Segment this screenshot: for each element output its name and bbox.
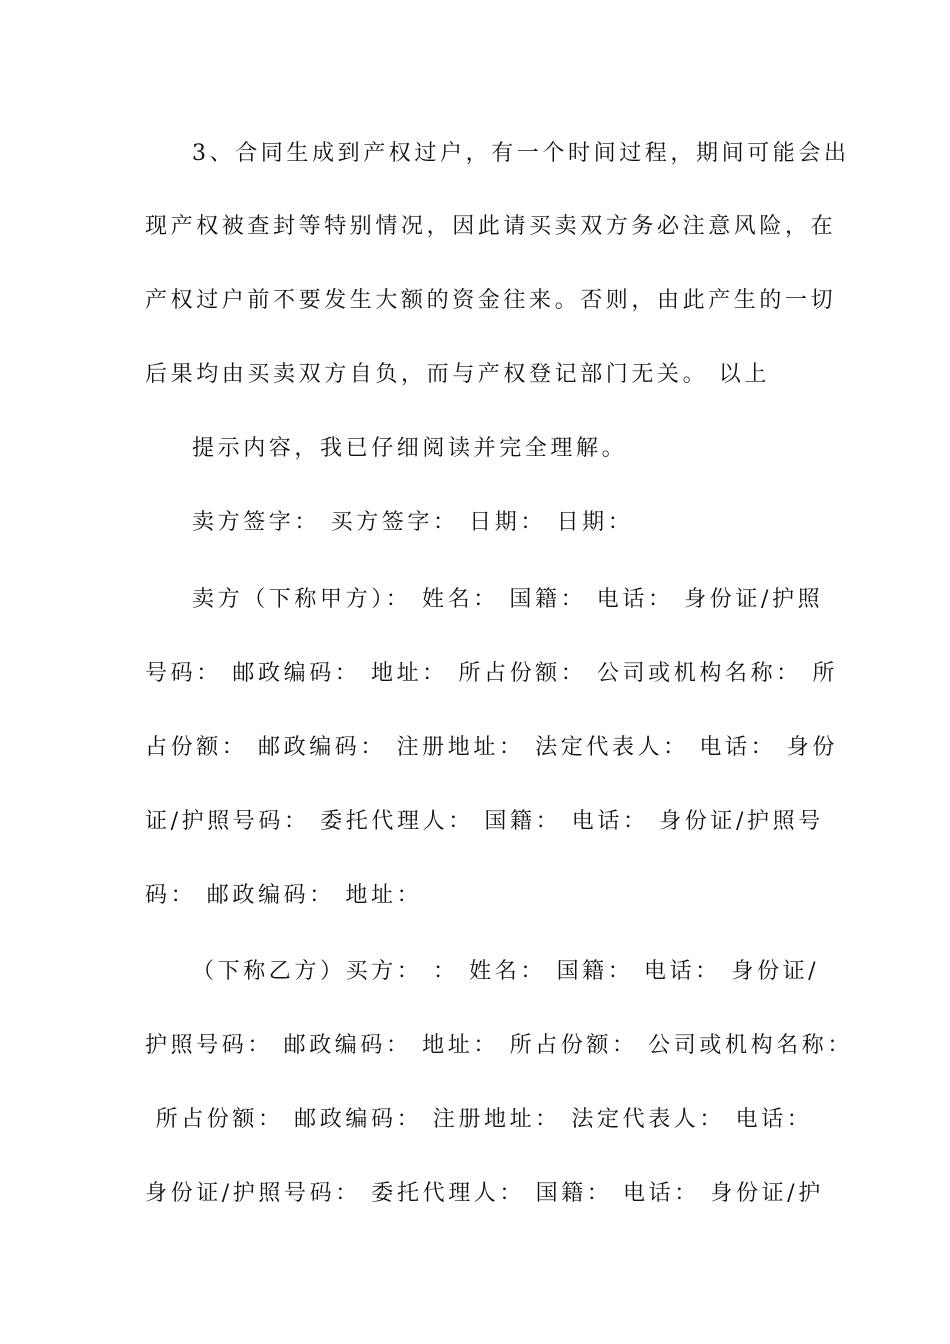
text-line: 码： 邮政编码： 地址：	[145, 883, 423, 908]
text-line: 证/护照号码： 委托代理人： 国籍： 电话： 身份证/护照号	[145, 809, 824, 834]
text-line: 号码： 邮政编码： 地址： 所占份额： 公司或机构名称： 所	[145, 661, 838, 686]
text-line: 卖方（下称甲方）： 姓名： 国籍： 电话： 身份证/护照	[192, 587, 824, 612]
text-line: 3、合同生成到产权过户，有一个时间过程，期间可能会出	[192, 141, 850, 166]
text-line: 后果均由买卖双方自负，而与产权登记部门无关。 以上	[145, 362, 770, 387]
text-line: 产权过户前不要发生大额的资金往来。否则，由此产生的一切	[145, 288, 837, 313]
text-line: 所占份额： 邮政编码： 注册地址： 法定代表人： 电话：	[145, 1107, 813, 1132]
text-line: 提示内容，我已仔细阅读并完全理解。	[192, 436, 628, 461]
text-line: 护照号码： 邮政编码： 地址： 所占份额： 公司或机构名称：	[145, 1033, 853, 1058]
text-line: （下称乙方）买方： ： 姓名： 国籍： 电话： 身份证/	[192, 959, 820, 984]
text-line: 占份额： 邮政编码： 注册地址： 法定代表人： 电话： 身份	[145, 735, 838, 760]
text-line: 卖方签字： 买方签字： 日期： 日期：	[192, 510, 634, 535]
text-line: 身份证/护照号码： 委托代理人： 国籍： 电话： 身份证/护	[145, 1181, 824, 1206]
text-line: 现产权被查封等特别情况，因此请买卖双方务必注意风险，在	[145, 214, 837, 239]
